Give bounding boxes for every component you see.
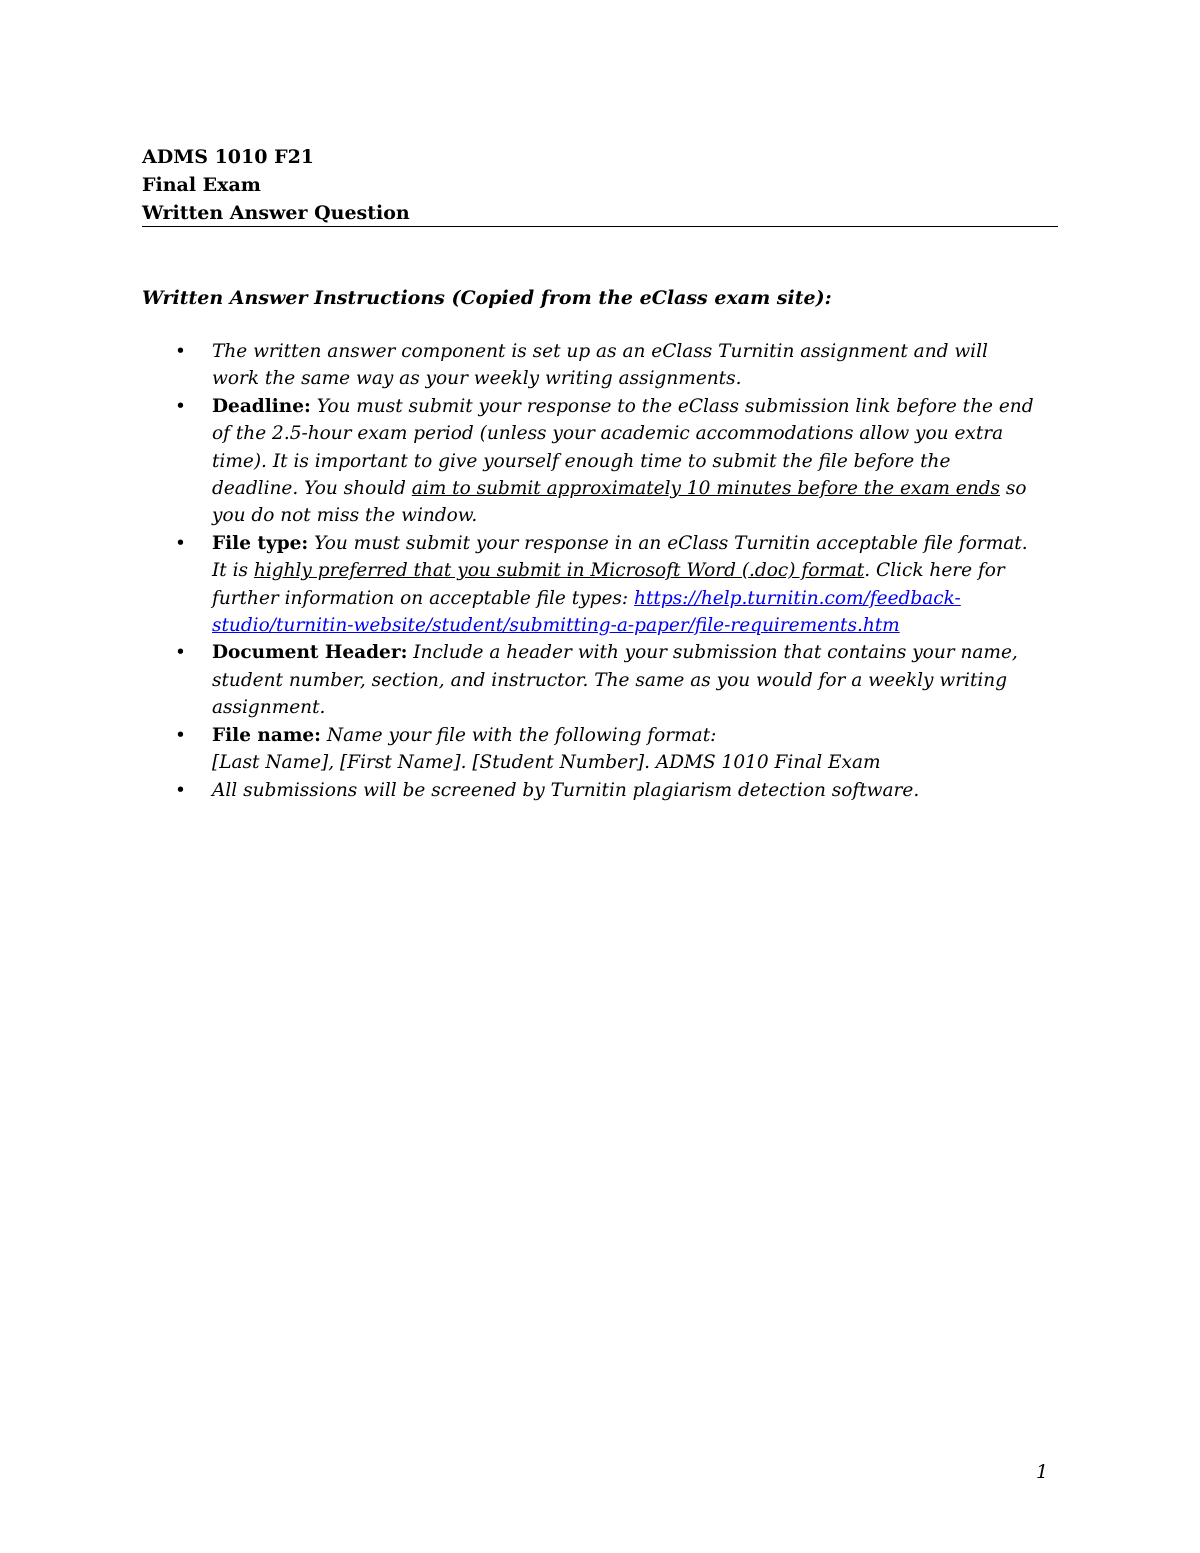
bullet-text: You must submit your response to the eClass submission link before the end [310, 395, 1034, 417]
bullet-icon: • [175, 724, 186, 746]
list-item [142, 338, 1058, 393]
bullet-text: time). It is important to give yourself enough time to submit the file before the [212, 450, 951, 472]
bullet-icon: • [175, 779, 186, 801]
bullet-text: You must submit your response in an eClass Turnitin acceptable file format. [308, 532, 1028, 554]
bullet-text: Include a header with your submission that contains your name, [407, 642, 1018, 664]
bullet-text: work the same way as your weekly writing assignments. [212, 368, 742, 390]
bullet-text: of the 2.5-hour exam period (unless your academic accommodations allow you extra [212, 423, 1004, 445]
bullet-text: . Click here for [864, 560, 1005, 582]
file-type-label: File type: [212, 532, 309, 554]
list-item [142, 777, 1058, 804]
instructions-list [142, 338, 1058, 804]
exam-title: Final Exam [142, 174, 261, 196]
bullet-text: assignment. [212, 697, 326, 719]
bullet-text: so [1000, 478, 1027, 500]
list-item [142, 393, 1058, 530]
bullet-icon: • [175, 341, 186, 362]
bullet-text: deadline. You should [212, 478, 412, 500]
list-item [142, 530, 1058, 640]
bullet-icon: • [175, 395, 186, 417]
file-name-label: File name: [212, 724, 322, 746]
instructions-heading: Written Answer Instructions (Copied from the eClass exam site): [142, 287, 832, 309]
page-number: 1 [1036, 1461, 1049, 1483]
file-requirements-link-continued[interactable]: studio/turnitin-website/student/submitting-a-paper/file-requirements.htm [212, 615, 900, 637]
list-item [142, 639, 1058, 721]
bullet-icon: • [175, 532, 186, 554]
document-header [142, 143, 1058, 227]
file-name-format: [Last Name], [First Name]. [Student Number]. ADMS 1010 Final Exam [212, 752, 881, 774]
header-divider [142, 226, 1058, 227]
bullet-icon: • [175, 642, 186, 664]
underlined-text: aim to submit approximately 10 minutes before the exam ends [411, 478, 1000, 500]
bullet-text: The written answer component is set up as an eClass Turnitin assignment and will [212, 341, 988, 362]
question-type: Written Answer Question [142, 202, 410, 224]
underlined-text: highly preferred that you submit in Microsoft Word (.doc) format [253, 560, 865, 582]
bullet-text: further information on acceptable file types: [212, 587, 635, 609]
bullet-text: It is [212, 560, 254, 582]
bullet-text: student number, section, and instructor. The same as you would for a weekly writing [212, 669, 1008, 691]
course-code: ADMS 1010 F21 [142, 146, 315, 168]
document-header-label: Document Header: [212, 642, 408, 664]
deadline-label: Deadline: [212, 395, 311, 417]
list-item [142, 722, 1058, 777]
bullet-text: Name your file with the following format: [321, 724, 717, 746]
file-requirements-link[interactable]: https://help.turnitin.com/feedback- [634, 587, 961, 609]
bullet-text: All submissions will be screened by Turnitin plagiarism detection software. [212, 779, 920, 801]
bullet-text: you do not miss the window. [212, 505, 478, 527]
